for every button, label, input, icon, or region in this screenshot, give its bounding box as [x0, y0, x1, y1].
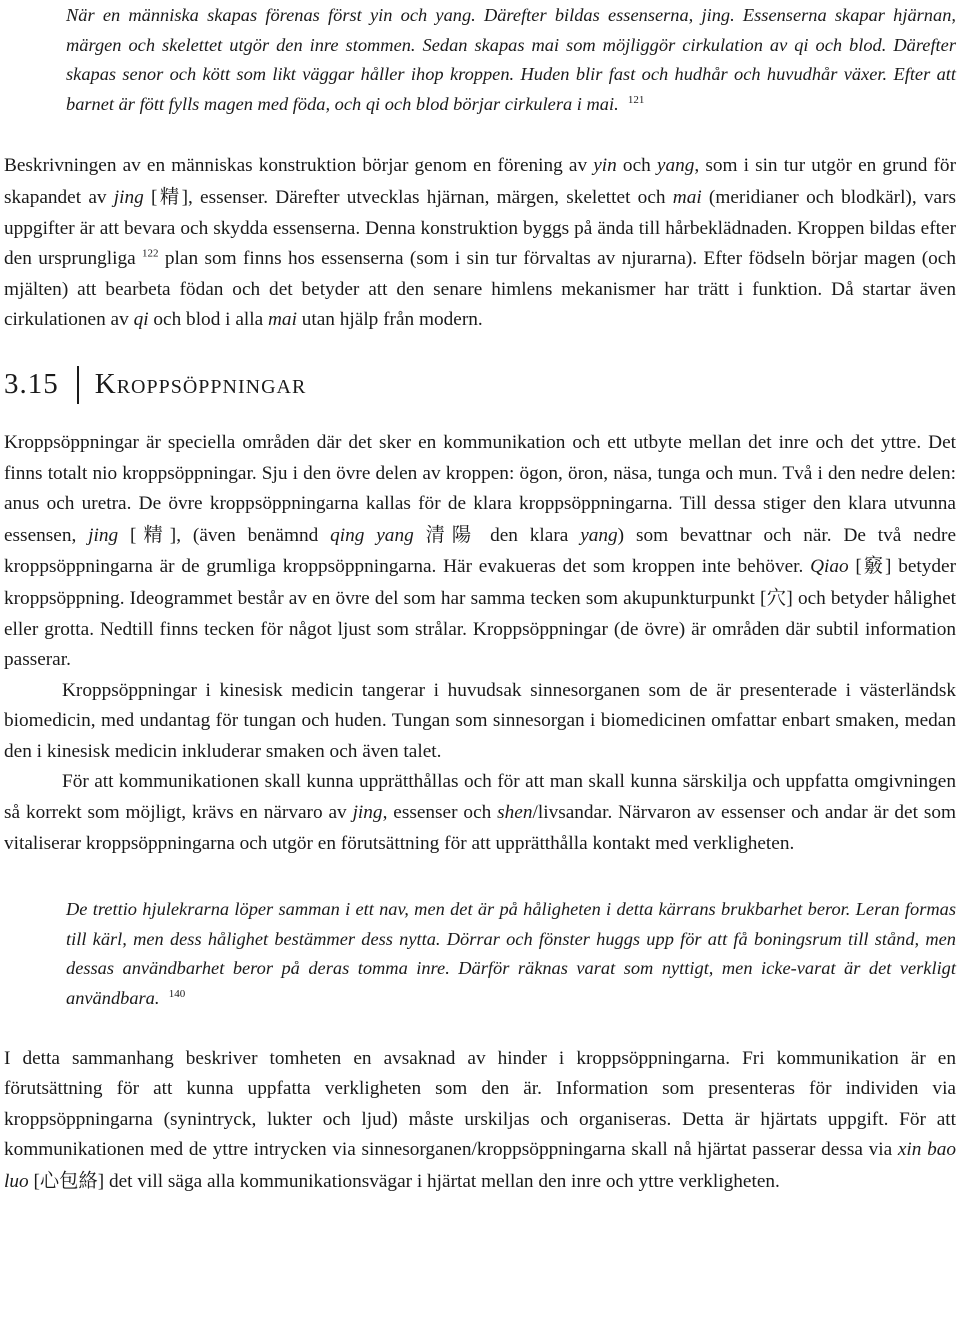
- chinese-char-qiao: 竅: [861, 554, 886, 578]
- section-title: Kroppsöppningar: [94, 368, 307, 401]
- term-qi: qi: [133, 309, 149, 331]
- section-divider: [77, 366, 79, 404]
- term-yang: yang: [580, 524, 618, 546]
- section-number: 3.15: [4, 368, 59, 401]
- chinese-char-jing: 精: [157, 184, 182, 208]
- term-qiao: Qiao: [810, 556, 849, 578]
- term-yang: yang: [656, 155, 695, 177]
- chinese-char-xue: 穴: [766, 585, 787, 609]
- chinese-chars-xin-bao-luo: 心包絡: [39, 1169, 98, 1192]
- term-jing: jing: [352, 802, 383, 824]
- paragraph-sense-organs: Kroppsöppningar i kinesisk medicin tangerar i huvudsak sinnesorganen som de är presenterade i västerländsk biomedicin, med undantag för tungan och huden. Tungan som sinnesorgan i biomedicinen omfattar enbart smaken, medan den i kinesisk medicin inkluderar smaken och även talet.: [4, 679, 956, 762]
- closing-quote-text: De trettio hjulekrarna löper samman i ett nav, men det är på håligheten i detta kärrans brukbarhet beror. Leran formas till kärl, men dess hålighet bestämmer dess nytta. Dörrar och fönster huggs upp för att få boningsrum till stånd, men dessas användbarhet beror på deras tomma inre. Därför räknas varat som nyttigt, men icke-varat är det verkligt användbara.: [66, 899, 956, 1009]
- chinese-chars-qing-yang: 清陽: [425, 522, 479, 546]
- opening-quote: [4, 1, 956, 119]
- footnote-ref-121: 121: [627, 93, 645, 106]
- term-mai: mai: [268, 309, 297, 331]
- term-qing-yang: qing yang: [330, 524, 414, 546]
- term-jing: jing: [88, 524, 119, 546]
- footnote-ref-140: 140: [168, 987, 186, 1000]
- term-xin-bao-luo: xin bao luo: [4, 1139, 956, 1192]
- term-jing: jing: [113, 186, 144, 208]
- term-yin: yin: [593, 155, 617, 177]
- paragraph-body-openings: Kroppsöppningar är speciella områden där det sker en kommunikation och ett utbyte mellan det inre och det yttre. Det finns totalt nio kroppsöppningar. Sju i den övre delen av kroppen: ögon, öron, näsa, tunga och mun. Två i den nedre delen: anus och uretra. De övre kroppsöppningarna kallas för de klara kroppsöppningarna. Till dessa stiger den klara utvunna essensen, jing [精], (även benämnd qing yang 清陽 den klara yang) som bevattnar och när. De två nedre kroppsöppningarna är de grumliga kroppsöppningarna. Här evakueras det som kroppen inte behöver. Qiao [竅] betyder kroppsöppning. Ideogrammet består av en övre del som har samma tecken som akupunkturpunkt [穴] och betyder hålighet eller grotta. Nedtill finns tecken för något ljust som strålar. Kroppsöppningar (de övre) är områden där subtil information passerar.: [4, 431, 957, 671]
- section-heading: [4, 364, 956, 406]
- term-mai: mai: [672, 186, 702, 208]
- opening-quote-text: När en människa skapas förenas först yin och yang. Därefter bildas essenserna, jing. Essenserna skapar hjärnan, märgen och skelettet utgör den inre stommen. Sedan skapas mai som möjliggör cirkulation av qi och blod. Därefter skapas senor och kött som likt väggar håller ihop kroppen. Huden blir fast och hudhår och huvudhår växer. Efter att barnet är fött fylls magen med föda, och qi och blod börjar cirkulera i mai.: [66, 5, 956, 114]
- chinese-char-jing: 精: [136, 522, 170, 546]
- term-shen: shen: [497, 802, 533, 824]
- footnote-ref-122: 122: [142, 247, 159, 260]
- paragraph-communication: För att kommunikationen skall kunna upprätthållas och för att man skall kunna särskilja och uppfatta omgivningen så korrekt som möjligt, krävs en närvaro av jing, essenser och shen/livsandar. Närvaron av essenser och andar är det som vitaliserar kroppsöppningarna och utgör en förutsättning för att upprätthålla kontakt med verkligheten.: [4, 771, 956, 854]
- paragraph-construction: Beskrivningen av en människas konstruktion börjar genom en förening av yin och yang, som i sin tur utgör en grund för skapandet av jing [精], essenser. Därefter utvecklas hjärnan, märgen, skelettet och mai (meridianer och blodkärl), vars uppgifter är att bevara och skydda essenserna. Denna konstruktion byggs på ända till hårbeklädnaden. Kroppen bildas efter den ursprungliga $^{122}$ plan som finns hos essenserna (som i sin tur förvaltas av njurarna). Efter födseln börjar magen (och mjälten) att bearbeta födan och det betyder att den senare himlens mekanismer har trätt i funktion. Då startar även cirkulationen av qi och blod i alla mai utan hjälp från modern.: [4, 155, 957, 331]
- closing-quote: [4, 895, 956, 1013]
- paragraph-emptiness: I detta sammanhang beskriver tomheten en avsaknad av hinder i kroppsöppningarna. Fri kommunikation är en förutsättning för att kunna uppfatta verkligheten som den är. Information som presenteras för individen via kroppsöppningarna (synintryck, lukter och ljud) måste urskiljas och organiseras. Detta är hjärtats uppgift. För att kommunikationen med de yttre intrycken via sinnesorganen/kroppsöppningarna skall nå hjärtat passerar dessa via xin bao luo [心包絡] det vill säga alla kommunikationsvägar i hjärtat mellan den inre och yttre verkligheten.: [4, 1047, 956, 1192]
- document-page: [4, 0, 956, 1198]
